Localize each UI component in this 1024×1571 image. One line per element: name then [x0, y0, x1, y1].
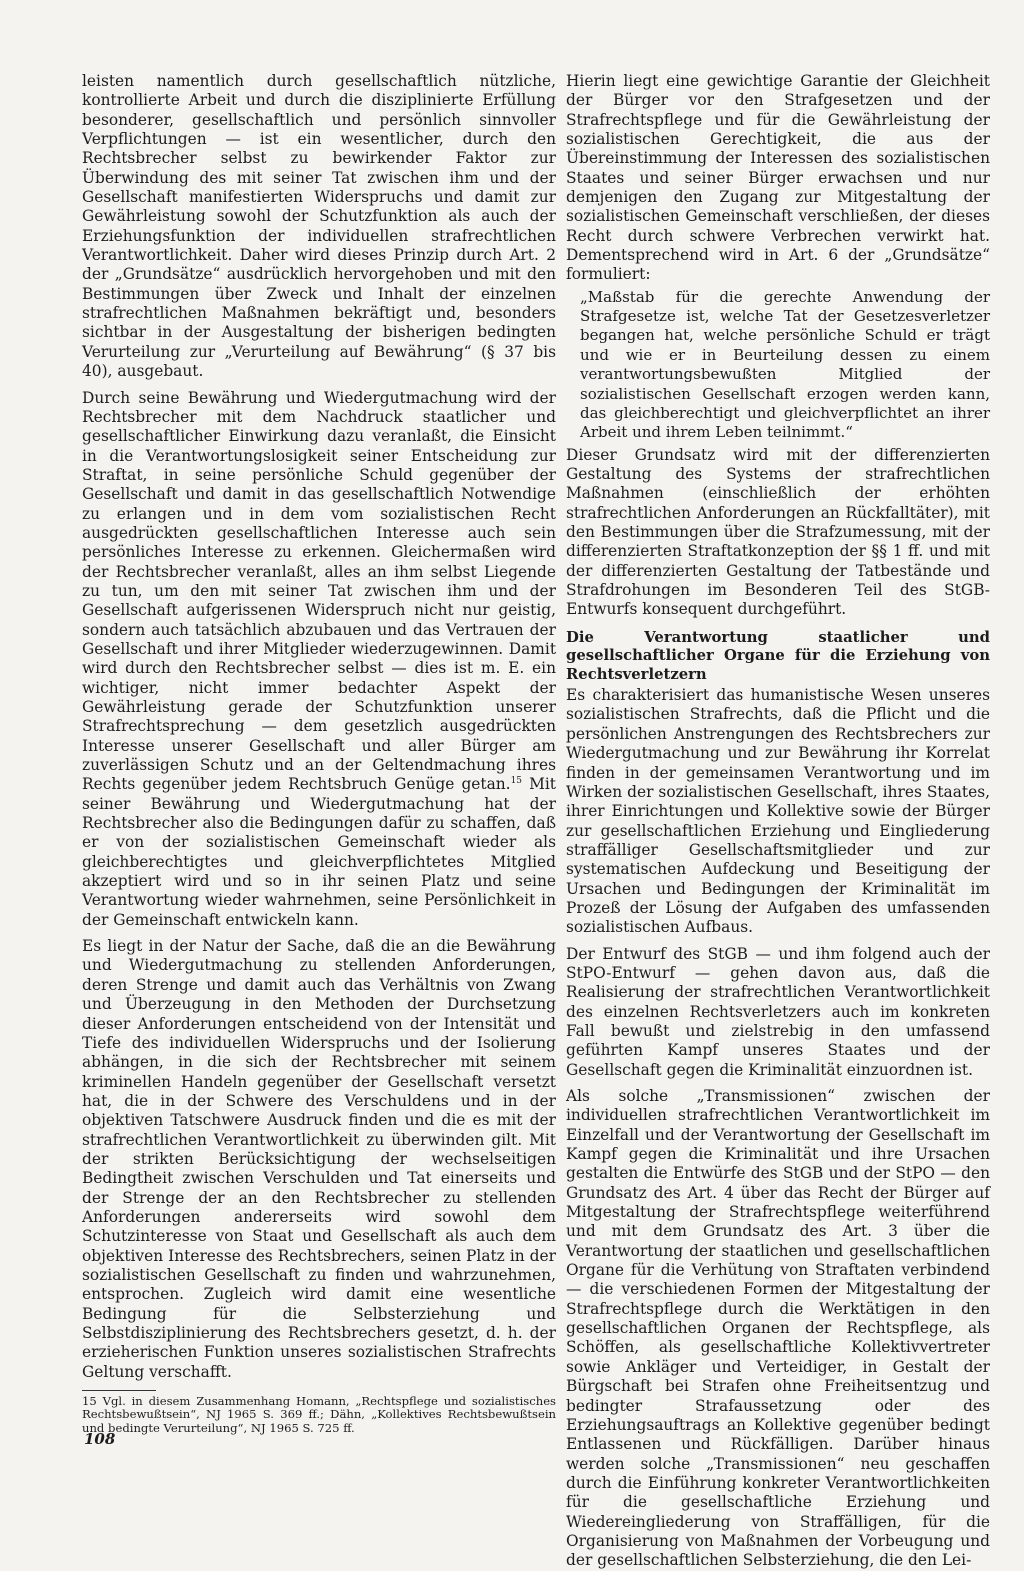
- quotation-art-6: [580, 288, 990, 443]
- left-paragraph-2-text-b: Mit seiner Bewährung und Wiedergutmachung hat der Rechtsbrecher also die Bedingungen dafür zu schaffen, daß er von der sozialistischen Gemeinschaft wieder als gleichberechtigtes und gleichverpflichtetes Mitglied akzeptiert wird und so in ihr seinen Platz und seine Verantwortung wieder wahrnehmen, seine Persönlichkeit in der Gemeinschaft entwickeln kann.: [82, 775, 556, 929]
- footnote-divider: [82, 1390, 156, 1391]
- page-number: 108: [84, 1430, 116, 1448]
- right-paragraph-2: Dieser Grundsatz wird mit der differenzierten Gestaltung des Systems der strafrechtlichen Maßnahmen (einschließlich der erhöhten strafrechtlichen Anforderungen an Rückfalltäter), mit den Bestimmungen über die Strafzumessung, mit der differenzierten Straftatkonzeption der §§ 1 ff. und mit der differenzierten Gestaltung der Tatbestände und Strafdrohungen im Besonderen Teil des StGB-Entwurfs konsequent durchgeführt.: [566, 445, 990, 619]
- left-paragraph-2: [82, 389, 556, 931]
- left-column: [82, 72, 556, 1435]
- right-paragraph-3: Es charakterisiert das humanistische Wesen unseres sozialistischen Strafrechts, daß die Pflicht und die persönlichen Anstrengungen des Rechtsbrechers zur Wiedergutmachung und zur Bewährung ihr Korrelat finden in der gemeinsamen Verantwortung und im Wirken der sozialistischen Gesellschaft, ihres Staates, ihrer Einrichtungen und Kollektive sowie der Bürger zur gesellschaftlichen Erziehung und Eingliederung straffälliger Gesellschaftsmitglieder und zur systematischen Aufdeckung und Beseitigung der Ursachen und Bedingungen der Kriminalität im Prozeß der Lösung der Aufgaben des umfassenden sozialistischen Aufbaus.: [566, 686, 990, 937]
- right-column: [566, 72, 990, 1571]
- right-paragraph-5: Als solche „Transmissionen“ zwischen der individuellen strafrechtlichen Verantwortlichkeit im Einzelfall und der Verantwortung der Gesellschaft im Kampf gegen die Kriminalität und ihre Ursachen gestalten die Entwürfe des StGB und der StPO — den Grundsatz des Art. 4 über das Recht der Bürger auf Mitgestaltung der Strafrechtspflege weiterführend und mit dem Grundsatz des Art. 3 über die Verantwortung der staatlichen und gesellschaftlichen Organe für die Verhütung von Straftaten verbindend — die verschiedenen Formen der Mitgestaltung der Strafrechtspflege durch die Werktätigen in den gesellschaftlichen Organen der Rechtspflege, als Schöffen, als gesellschaftliche Kollektivvertreter sowie Ankläger und Verteidiger, in Gestalt der Bürgschaft bei Strafen ohne Freiheitsentzug und bedingter Strafaussetzung oder des Erziehungsauftrags an Kollektive gegenüber bedingt Entlassenen und Rückfälligen. Darüber hinaus werden solche „Transmissionen“ neu geschaffen durch die Einführung konkreter Verantwortlichkeiten für die gesellschaftliche Erziehung und Wiedereingliederung von Straffälligen, für die Organisierung von Maßnahmen der Vorbeugung und der gesellschaftlichen Selbsterziehung, die den Lei-: [566, 1087, 990, 1570]
- footnote-text: 15 Vgl. in diesem Zusammenhang Homann, „Rechtspflege und sozialistisches Rechtsbewußtsein“, NJ 1965 S. 369 ff.; Dähn, „Kollektives Rechtsbewußtsein und bedingte Verurteilung“, NJ 1965 S. 725 ff.: [82, 1394, 556, 1435]
- left-paragraph-3: Es liegt in der Natur der Sache, daß die an die Bewährung und Wiedergutmachung zu stellenden Anforderungen, deren Strenge und damit auch das Verhältnis von Zwang und Überzeugung in den Methoden der Durchsetzung dieser Anforderungen entscheidend von der Intensität und Tiefe des individuellen Widerspruchs und der Isolierung abhängen, in die sich der Rechtsbrecher mit seinem kriminellen Handeln gegenüber der Gesellschaft versetzt hat, die in der Schwere des Verschuldens und in der objektiven Tatschwere Ausdruck finden und die es mit der strafrechtlichen Verantwortlichkeit zu überwinden gilt. Mit der strikten Berücksichtigung der wechselseitigen Bedingtheit zwischen Verschulden und Tat einerseits und der Strenge der an den Rechtsbrecher zu stellenden Anforderungen andererseits wird sowohl dem Schutzinteresse von Staat und Gesellschaft als auch dem objektiven Interesse des Rechtsbrechers, seinen Platz in der sozialistischen Gesellschaft zu finden und wahrzunehmen, entsprochen. Zugleich wird damit eine wesentliche Bedingung für die Selbsterziehung und Selbstdisziplinierung des Rechtsbrechers gesetzt, d. h. der erzieherischen Funktion unseres sozialistischen Strafrechts Geltung verschafft.: [82, 937, 556, 1381]
- right-paragraph-1: Hierin liegt eine gewichtige Garantie der Gleichheit der Bürger vor den Strafgesetzen und der Strafrechtspflege und für die Gewährleistung der sozialistischen Gerechtigkeit, die aus der Übereinstimmung der Interessen des sozialistischen Staates und seiner Bürger erwachsen und nur demjenigen den Zugang zur Mitgestaltung der sozialistischen Gemeinschaft verschließen, der dieses Recht durch schwere Verbrechen verwirkt hat. Dementsprechend wird in Art. 6 der „Grundsätze“ formuliert:: [566, 72, 990, 284]
- section-heading: Die Verantwortung staatlicher und gesellschaftlicher Organe für die Erziehung von Rechtsverletzern: [566, 628, 990, 683]
- footnote-reference-15: 15: [510, 776, 523, 787]
- quotation-text: „Maßstab für die gerechte Anwendung der Strafgesetze ist, welche Tat der Gesetzesverletzer begangen hat, welche persönliche Schuld er trägt und wie er in Beurteilung dessen zu einem verantwortungsbewußten Mitglied der sozialistischen Gesellschaft erzogen werden kann, das gleichberechtigt und gleichverpflichtet an ihrer Arbeit und ihrem Leben teilnimmt.“: [580, 287, 990, 442]
- left-paragraph-2-text-a: Durch seine Bewährung und Wiedergutmachung wird der Rechtsbrecher mit dem Nachdruck staatlicher und gesellschaftlicher Einwirkung dazu veranlaßt, die Einsicht in die Verantwortungslosigkeit seiner Entscheidung zur Straftat, in seine persönliche Schuld gegenüber der Gesellschaft und damit in das gesellschaftlich Notwendige zu erlangen und in dem vom sozialistischen Recht ausgedrückten gesellschaftlichen Interesse auch sein persönliches Interesse zu erkennen. Gleichermaßen wird der Rechtsbrecher veranlaßt, alles an ihm selbst Liegende zu tun, um den mit seiner Tat zwischen ihm und der Gesellschaft aufgerissenen Widerspruch nicht nur geistig, sondern auch tatsächlich abzubauen und das Vertrauen der Gesellschaft und ihrer Mitglieder wiederzugewinnen. Damit wird durch den Rechtsbrecher selbst — dies ist m. E. ein wichtiger, nicht immer bedachter Aspekt der Gewährleistung gerade der Schutzfunktion unserer Strafrechtsprechung — dem gesetzlich ausgedrückten Interesse unserer Gesellschaft und aller Bürger am zuverlässigen Schutz und an der Geltendmachung ihres Rechts gegenüber jedem Rechtsbruch Genüge getan.: [82, 388, 556, 794]
- footnote-15: [82, 1395, 556, 1435]
- left-paragraph-1: leisten namentlich durch gesellschaftlich nützliche, kontrollierte Arbeit und durch die disziplinierte Erfüllung besonderer, gesellschaftlich und persönlich sinnvoller Verpflichtungen — ist ein wesentlicher, durch den Rechtsbrecher selbst zu bewirkender Faktor zur Überwindung des mit seiner Tat zwischen ihm und der Gesellschaft manifestierten Widerspruchs und damit zur Gewährleistung sowohl der Schutzfunktion als auch der Erziehungsfunktion der individuellen strafrechtlichen Verantwortlichkeit. Daher wird dieses Prinzip durch Art. 2 der „Grundsätze“ ausdrücklich hervorgehoben und mit den Bestimmungen über Zweck und Inhalt der einzelnen strafrechtlichen Maßnahmen bekräftigt und, besonders sichtbar in der Ausgestaltung der bisherigen bedingten Verurteilung zur „Verurteilung auf Bewährung“ (§ 37 bis 40), ausgebaut.: [82, 72, 556, 381]
- right-paragraph-4: Der Entwurf des StGB — und ihm folgend auch der StPO-Entwurf — gehen davon aus, daß die Realisierung der strafrechtlichen Verantwortlichkeit des einzelnen Rechtsverletzers auch im konkreten Fall bewußt und zielstrebig in den umfassend geführten Kampf unseres Staates und der Gesellschaft gegen die Kriminalität einzuordnen ist.: [566, 944, 990, 1079]
